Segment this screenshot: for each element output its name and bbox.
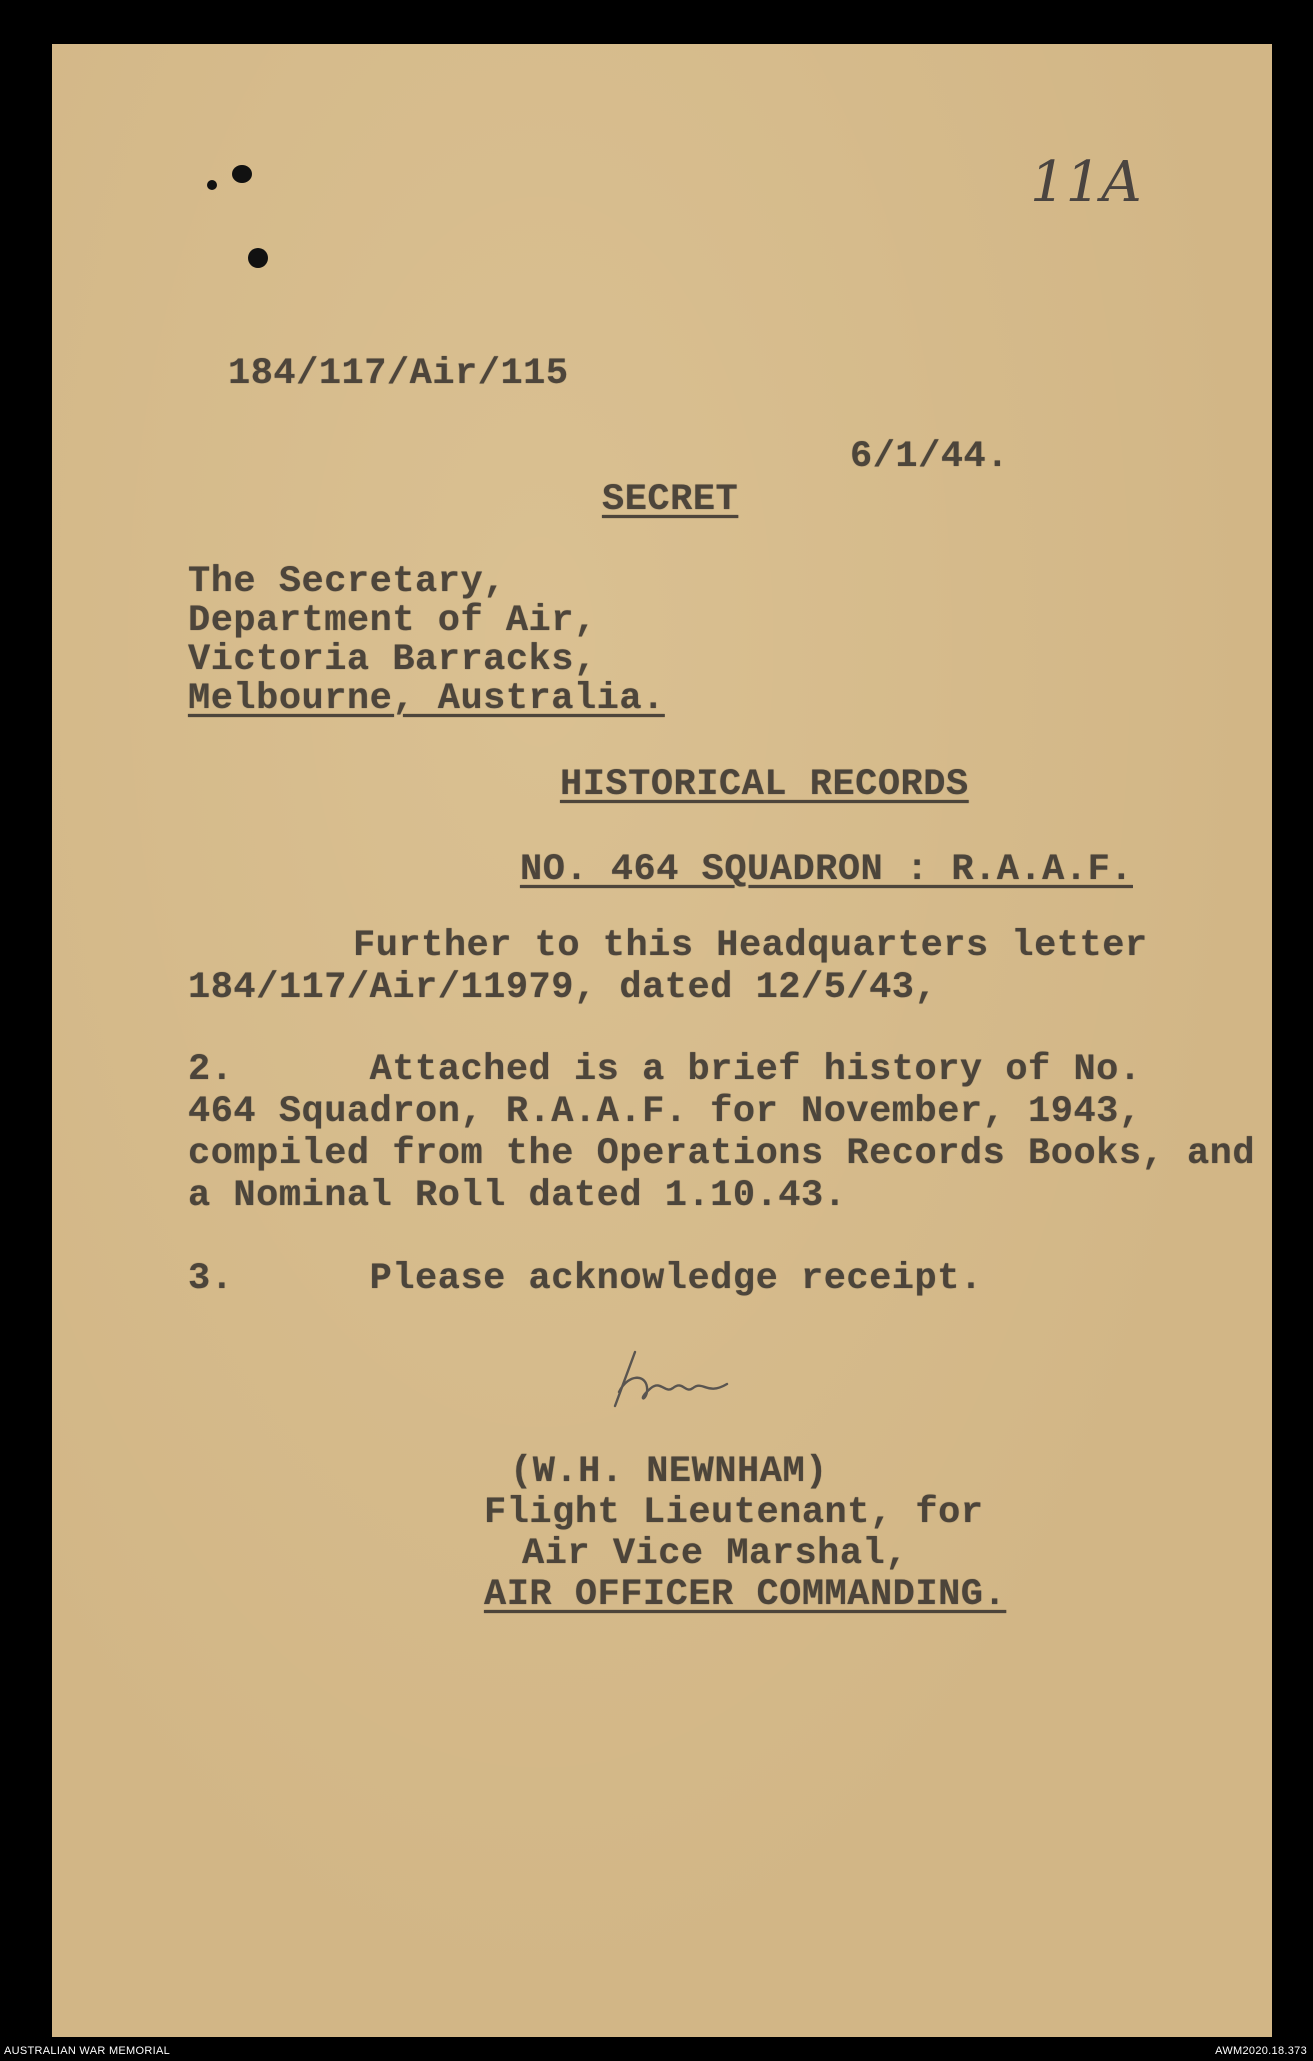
reference-number: 184/117/Air/115 bbox=[228, 353, 569, 395]
signatory-title: Air Vice Marshal, bbox=[522, 1533, 908, 1575]
signatory-rank: Flight Lieutenant, for bbox=[484, 1492, 984, 1534]
address-line: The Secretary, bbox=[188, 561, 506, 603]
document-page bbox=[52, 44, 1272, 2037]
paragraph-line: Further to this Headquarters letter bbox=[353, 925, 1148, 967]
paragraph-line: 184/117/Air/11979, dated 12/5/43, bbox=[188, 967, 938, 1009]
footer-institution: AUSTRALIAN WAR MEMORIAL bbox=[4, 2045, 171, 2057]
paragraph-3: 3. Please acknowledge receipt. bbox=[188, 1258, 983, 1300]
footer-item-id: AWM2020.18.373 bbox=[1215, 2045, 1307, 2057]
punch-hole-mid bbox=[207, 180, 217, 190]
paragraph-line: 2. Attached is a brief history of No. bbox=[188, 1049, 1142, 1091]
paragraph-line: 464 Squadron, R.A.A.F. for November, 1943, bbox=[188, 1091, 1142, 1133]
handwritten-annotation: 11A bbox=[1030, 150, 1142, 215]
paragraph-line: a Nominal Roll dated 1.10.43. bbox=[188, 1175, 847, 1217]
letter-date: 6/1/44. bbox=[850, 436, 1009, 478]
subheading: NO. 464 SQUADRON : R.A.A.F. bbox=[520, 849, 1133, 891]
punch-hole-bottom bbox=[248, 248, 268, 268]
punch-hole-top bbox=[232, 165, 252, 183]
address-line: Victoria Barracks, bbox=[188, 639, 597, 681]
signatory-office: AIR OFFICER COMMANDING. bbox=[484, 1574, 1007, 1616]
classification-marking: SECRET bbox=[602, 479, 739, 521]
signatory-name: (W.H. NEWNHAM) bbox=[510, 1451, 828, 1493]
paragraph-line: compiled from the Operations Records Books, and bbox=[188, 1133, 1256, 1175]
signature bbox=[607, 1344, 787, 1414]
heading: HISTORICAL RECORDS bbox=[560, 764, 969, 806]
address-line: Melbourne, Australia. bbox=[188, 678, 665, 720]
address-line: Department of Air, bbox=[188, 600, 597, 642]
